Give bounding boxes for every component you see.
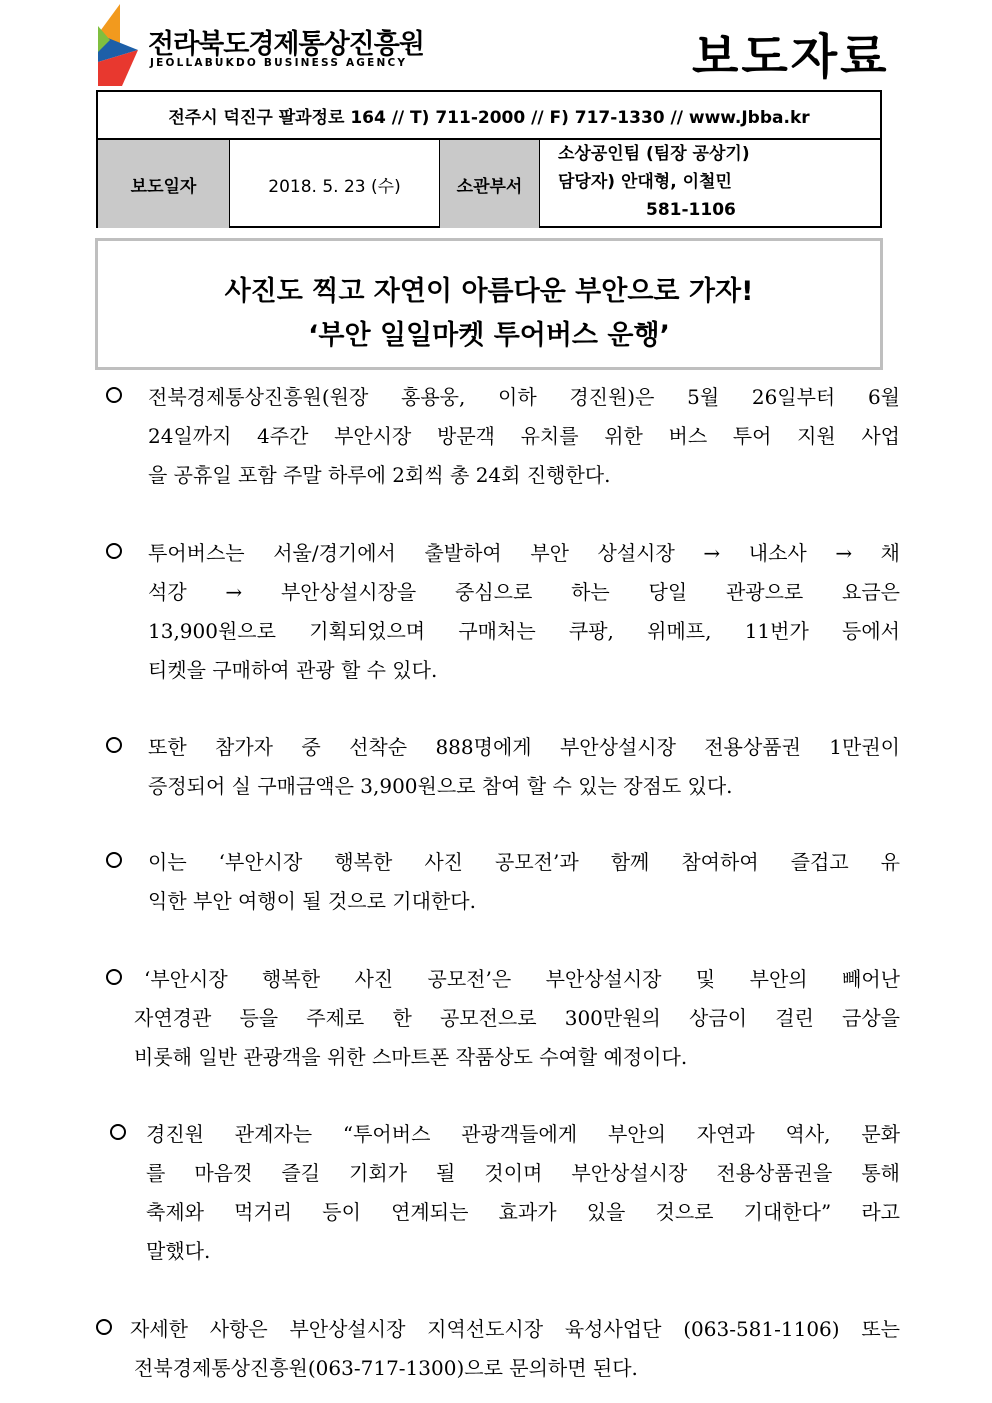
paragraph-6 — [106, 1117, 900, 1273]
paragraph-7 — [92, 1312, 900, 1390]
paragraph-line: 전북경제통상진흥원(원장 홍용웅, 이하 경진원)은 5월 26일부터 6월 — [148, 385, 900, 409]
paragraph-line: 자세한 사항은 부안상설시장 지역선도시장 육성사업단 (063-581-1106) 또는 — [130, 1317, 900, 1341]
paragraph-3 — [106, 730, 900, 808]
paragraph-line: 익한 부안 여행이 될 것으로 기대한다. — [148, 889, 476, 913]
paragraph-line: 경진원 관계자는 “투어버스 관광객들에게 부안의 자연과 역사, 문화 — [146, 1122, 900, 1146]
paragraph-line: 을 공휴일 포함 주말 하루에 2회씩 총 24회 진행한다. — [148, 463, 611, 487]
paragraph-line: 이는 ‘부안시장 행복한 사진 공모전’과 함께 참여하여 즐겁고 유 — [148, 850, 900, 874]
circle-bullet-icon — [106, 969, 122, 985]
paragraph-line: 투어버스는 서울/경기에서 출발하여 부안 상설시장 → 내소사 → 채 — [148, 541, 900, 565]
paragraph-line: 또한 참가자 중 선착순 888명에게 부안상설시장 전용상품권 1만권이 — [148, 735, 900, 759]
paragraph-line: 24일까지 4주간 부안시장 방문객 유치를 위한 버스 투어 지원 사업 — [148, 424, 900, 448]
document-type-title: 보도자료 — [692, 29, 890, 85]
paragraph-line: 말했다. — [146, 1239, 211, 1263]
headline-line-1: 사진도 찍고 자연이 아름다운 부안으로 가자! — [224, 276, 754, 307]
department-label: 소관부서 — [440, 140, 540, 228]
circle-bullet-icon — [106, 543, 122, 559]
department-phone: 581-1106 — [646, 200, 736, 220]
paragraph-line: 축제와 먹거리 등이 연계되는 효과가 있을 것으로 기대한다” 라고 — [146, 1200, 900, 1224]
paragraph-line: 티켓을 구매하여 관광 할 수 있다. — [148, 658, 438, 682]
circle-bullet-icon — [96, 1319, 112, 1335]
paragraph-line: 비롯해 일반 관광객을 위한 스마트폰 작품상도 수여할 예정이다. — [134, 1045, 688, 1069]
release-date-value: 2018. 5. 23 (수) — [230, 140, 440, 228]
contact-line: 전주시 덕진구 팔과정로 164 // T) 711-2000 // F) 717-1330 // www.Jbba.kr — [98, 92, 880, 140]
paragraph-line: 석강 → 부안상설시장을 중심으로 하는 당일 관광으로 요금은 — [148, 580, 900, 604]
department-value — [540, 140, 880, 228]
department-team: 소상공인팀 (팀장 공상기) — [558, 144, 750, 164]
paragraph-line: 증정되어 실 구매금액은 3,900원으로 참여 할 수 있는 장점도 있다. — [148, 774, 733, 798]
release-date-label: 보도일자 — [98, 140, 230, 228]
paragraph-line: 자연경관 등을 주제로 한 공모전으로 300만원의 상금이 걸린 금상을 — [134, 1006, 900, 1030]
circle-bullet-icon — [106, 737, 122, 753]
paragraph-4 — [106, 845, 900, 923]
agency-logo-icon — [94, 4, 144, 86]
department-contacts: 담당자) 안대형, 이철민 — [558, 172, 732, 192]
circle-bullet-icon — [106, 852, 122, 868]
info-table — [96, 90, 882, 228]
circle-bullet-icon — [110, 1124, 126, 1140]
org-name-korean: 전라북도경제통상진흥원 — [148, 29, 424, 60]
paragraph-2 — [106, 536, 900, 692]
paragraph-line: 전북경제통상진흥원(063-717-1300)으로 문의하면 된다. — [134, 1356, 638, 1380]
paragraph-line: 를 마음껏 즐길 기회가 될 것이며 부안상설시장 전용상품권을 통해 — [146, 1161, 900, 1185]
headline-line-2: ‘부안 일일마켓 투어버스 운행’ — [308, 320, 670, 351]
org-name-english: JEOLLABUKDO BUSINESS AGENCY — [150, 57, 408, 69]
paragraph-5 — [106, 962, 900, 1079]
paragraph-line: ‘부안시장 행복한 사진 공모전’은 부안상설시장 및 부안의 빼어난 — [144, 967, 900, 991]
circle-bullet-icon — [106, 387, 122, 403]
headline-box — [95, 238, 883, 370]
paragraph-line: 13,900원으로 기획되었으며 구매처는 쿠팡, 위메프, 11번가 등에서 — [148, 619, 900, 643]
paragraph-1 — [106, 380, 900, 497]
